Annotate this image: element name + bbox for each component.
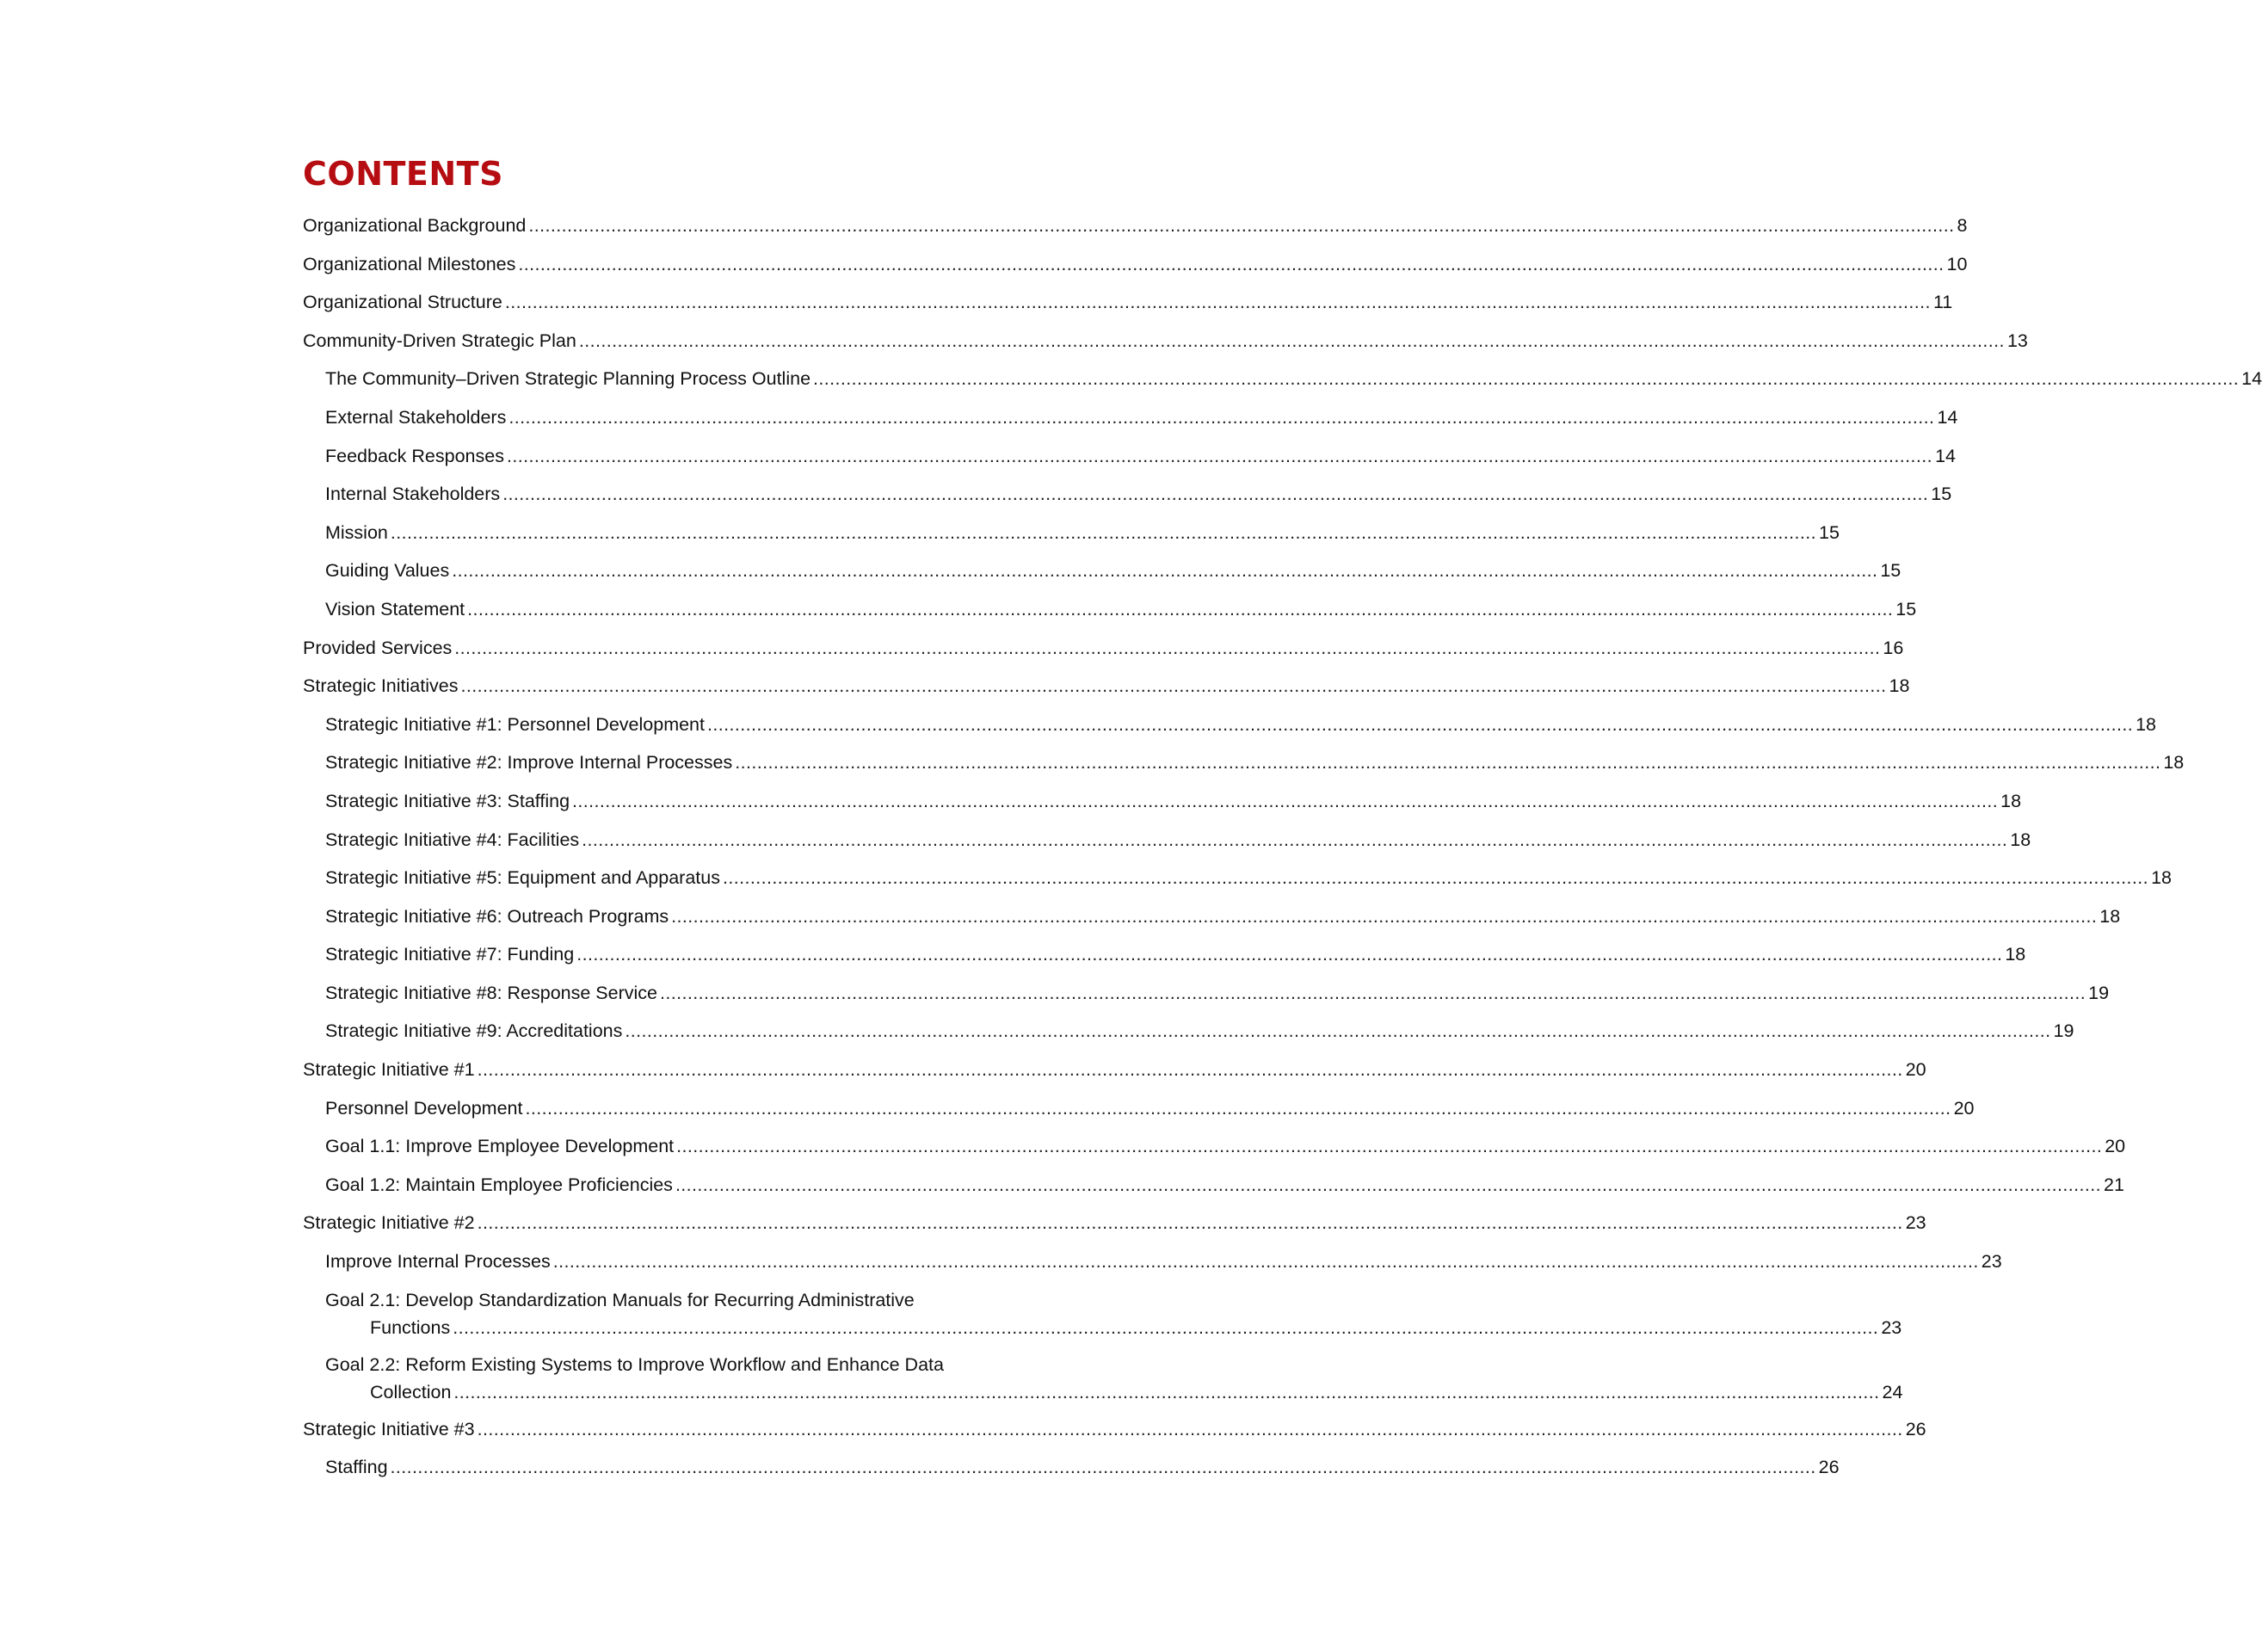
toc-entry-page: 26 (1818, 1457, 1840, 1478)
toc-entry-page: 14 (1935, 445, 1956, 466)
dot-leader (453, 1378, 1879, 1406)
toc-entry[interactable] (303, 212, 1968, 239)
toc-entry-text: External Stakeholders (325, 406, 507, 428)
toc-entry[interactable] (303, 288, 1953, 316)
dot-leader (723, 864, 2148, 891)
toc-entry-text: Strategic Initiative #4: Facilities (325, 829, 580, 850)
toc-entry-page: 18 (2099, 905, 2121, 927)
toc-entry-text: Strategic Initiative #9: Accreditations (325, 1020, 623, 1042)
toc-entry-page: 18 (2136, 713, 2157, 735)
toc-page (303, 153, 2262, 1492)
toc-entry[interactable] (303, 1094, 1975, 1122)
dot-leader (576, 940, 2002, 968)
toc-entry-text: Strategic Initiative #3 (303, 1418, 475, 1439)
toc-entry-text-continued: Collection (370, 1381, 452, 1402)
toc-entry-text-continued: Functions (370, 1316, 451, 1338)
toc-entry[interactable] (303, 1286, 1902, 1341)
toc-entry-text: Personnel Development (325, 1097, 523, 1119)
dot-leader (572, 787, 1998, 815)
toc-entry-text: Guiding Values (325, 560, 450, 582)
toc-entry[interactable] (303, 480, 1952, 508)
dot-leader (391, 519, 1816, 546)
toc-entry-text: Organizational Background (303, 215, 527, 236)
toc-entry-page: 18 (2005, 944, 2026, 965)
toc-entry[interactable] (303, 1056, 1926, 1083)
dot-leader (671, 903, 2097, 930)
toc-entry-page: 26 (1905, 1418, 1926, 1439)
toc-entry-text: Strategic Initiative #2 (303, 1212, 475, 1234)
toc-entry[interactable] (303, 826, 2031, 854)
toc-entry[interactable] (303, 864, 2172, 891)
toc-entry[interactable] (303, 940, 2026, 968)
toc-entry[interactable] (303, 557, 1901, 584)
dot-leader (676, 1132, 2102, 1160)
toc-entry-page: 23 (1981, 1251, 2002, 1273)
toc-entry[interactable] (303, 903, 2121, 930)
toc-entry-page: 20 (1905, 1059, 1926, 1081)
toc-entry-page: 19 (2053, 1020, 2074, 1042)
toc-entry-page: 18 (2000, 790, 2022, 811)
toc-entry-text: Strategic Initiative #1: Personnel Development (325, 713, 705, 735)
toc-entry-continuation (325, 1378, 1902, 1406)
toc-entry[interactable] (303, 404, 1958, 431)
dot-leader (391, 1453, 1816, 1481)
toc-entry-text: Strategic Initiative #5: Equipment and Apparatus (325, 867, 720, 889)
toc-entry[interactable] (303, 365, 2262, 392)
toc-entry[interactable] (303, 1415, 1926, 1443)
toc-entry-page: 13 (2006, 330, 2028, 351)
page-title: CONTENTS (303, 155, 503, 193)
toc-entry-page: 16 (1883, 637, 1904, 658)
toc-entry[interactable] (303, 672, 1910, 700)
toc-entry[interactable] (303, 634, 1904, 662)
toc-entry-page: 15 (1818, 521, 1840, 543)
dot-leader (528, 212, 1954, 239)
toc-entry[interactable] (303, 250, 1968, 278)
toc-entry[interactable] (303, 1248, 2002, 1275)
dot-leader (478, 1415, 1903, 1443)
dot-leader (452, 557, 1877, 584)
dot-leader (553, 1248, 1979, 1275)
toc-entry[interactable] (303, 1132, 2126, 1160)
toc-entry-page: 23 (1905, 1212, 1926, 1234)
toc-entry[interactable] (303, 595, 1917, 623)
dot-leader (467, 595, 1893, 623)
toc-entry-text: Internal Stakeholders (325, 484, 501, 505)
toc-entry-continuation (325, 1314, 1901, 1341)
dot-leader (478, 1056, 1903, 1083)
toc-entry-page: 15 (1931, 484, 1952, 505)
dot-leader (625, 1017, 2050, 1045)
toc-entry-page: 20 (1953, 1097, 1975, 1119)
dot-leader (675, 1171, 2101, 1199)
toc-entry-text: Community-Driven Strategic Plan (303, 330, 576, 351)
toc-entry-page: 20 (2105, 1136, 2126, 1157)
toc-entry-text: Staffing (325, 1457, 388, 1478)
toc-entry[interactable] (303, 1171, 2124, 1199)
toc-entry[interactable] (303, 1017, 2074, 1045)
toc-entry[interactable] (303, 749, 2185, 776)
toc-entry-text: Vision Statement (325, 598, 465, 620)
toc-entry[interactable] (303, 787, 2022, 815)
dot-leader (507, 442, 1932, 470)
toc-entry-page: 15 (1895, 598, 1917, 620)
toc-entry-text: Organizational Structure (303, 292, 502, 313)
toc-entry-text: Mission (325, 521, 388, 543)
dot-leader (579, 327, 2005, 354)
toc-entry-text: Feedback Responses (325, 445, 504, 466)
dot-leader (660, 979, 2086, 1007)
toc-entry-text: Strategic Initiative #6: Outreach Programs (325, 905, 669, 927)
toc-entry[interactable] (303, 519, 1840, 546)
dot-leader (707, 711, 2133, 738)
toc-entry-page: 14 (1937, 406, 1958, 428)
toc-entry-wrap (325, 1351, 1902, 1406)
dot-leader (735, 749, 2160, 776)
toc-entry-text: Strategic Initiative #8: Response Service (325, 982, 658, 1003)
toc-entry-page: 24 (1882, 1381, 1903, 1402)
toc-entry-text: Strategic Initiative #2: Improve Internal Processes (325, 752, 733, 774)
toc-entry-text: Provided Services (303, 637, 453, 658)
toc-entry-page: 21 (2104, 1174, 2124, 1195)
toc-entry-text: Strategic Initiatives (303, 675, 459, 697)
dot-leader (454, 634, 1880, 662)
toc-entry-text: Strategic Initiative #7: Funding (325, 944, 575, 965)
toc-entry-text: Goal 2.2: Reform Existing Systems to Improve Workflow and Enhance Data (325, 1353, 944, 1375)
toc-entry-page: 18 (2010, 829, 2031, 850)
dot-leader (813, 365, 2239, 392)
dot-leader (518, 250, 1944, 278)
dot-leader (508, 404, 1934, 431)
dot-leader (505, 288, 1931, 316)
toc-entry[interactable] (303, 1351, 1903, 1406)
dot-leader (502, 480, 1928, 508)
toc-entry[interactable] (303, 1453, 1840, 1481)
toc-entry-page: 15 (1880, 560, 1901, 582)
toc-entry-page: 11 (1932, 292, 1953, 313)
toc-entry[interactable] (303, 979, 2110, 1007)
toc-entry-page: 18 (2163, 752, 2185, 774)
toc-entry-text: Improve Internal Processes (325, 1251, 551, 1273)
dot-leader (582, 826, 2007, 854)
dot-leader (478, 1209, 1903, 1236)
toc-entry-text: Goal 2.1: Develop Standardization Manuals for Recurring Administrative (325, 1289, 915, 1310)
toc-entry-page: 10 (1946, 253, 1968, 274)
toc-entry[interactable] (303, 327, 2028, 354)
toc-entry[interactable] (303, 442, 1956, 470)
toc-entry-page: 18 (1889, 675, 1910, 697)
toc-entry-page: 14 (2241, 368, 2262, 390)
toc-entry-text: Strategic Initiative #3: Staffing (325, 790, 570, 811)
toc-entry-page: 23 (1881, 1316, 1902, 1338)
toc-entry[interactable] (303, 711, 2157, 738)
toc-entry-wrap (325, 1286, 1901, 1341)
toc-entry-page: 18 (2151, 867, 2172, 889)
toc-entry-text: Goal 1.2: Maintain Employee Proficiencies (325, 1174, 673, 1195)
toc-entry-text: Organizational Milestones (303, 253, 516, 274)
toc-entry[interactable] (303, 1209, 1926, 1236)
dot-leader (460, 672, 1886, 700)
toc-entry-page: 8 (1957, 215, 1968, 236)
dot-leader (453, 1314, 1878, 1341)
dot-leader (525, 1094, 1951, 1122)
toc-entry-text: Goal 1.1: Improve Employee Development (325, 1136, 675, 1157)
toc-entry-page: 19 (2088, 982, 2110, 1003)
toc-entry-text: The Community–Driven Strategic Planning Process Outline (325, 368, 811, 390)
toc-entry-text: Strategic Initiative #1 (303, 1059, 475, 1081)
toc-list (303, 212, 2262, 1481)
